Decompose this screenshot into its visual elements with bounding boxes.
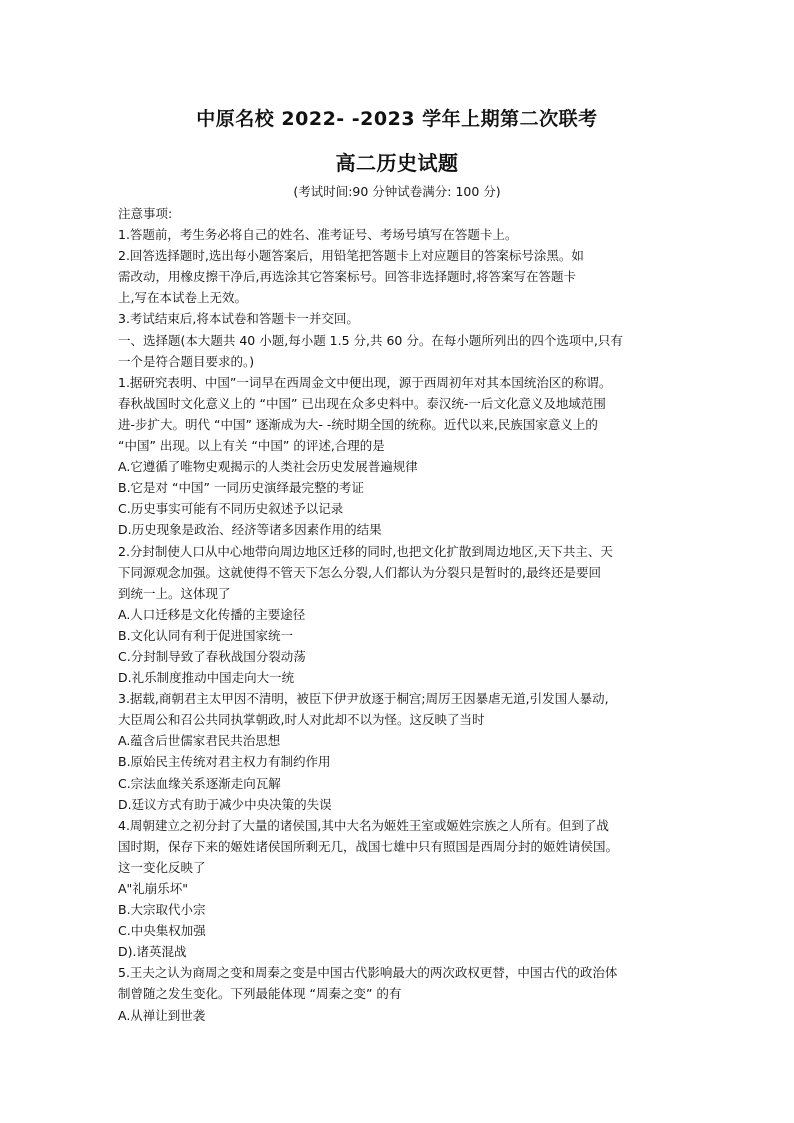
text-line: 进-步扩大。明代 “中国” 逐渐成为大- -统时期全国的统称。近代以来,民族国家意义上的 xyxy=(118,416,598,432)
text-line: C.宗法血缘关系逐渐走向瓦解 xyxy=(118,775,281,791)
text-line: “中国” 出现。以上有关 “中国” 的评述,合理的是 xyxy=(118,438,385,454)
text-line: 大臣周公和召公共同执掌朝政,时人对此却不以为怪。这反映了当时 xyxy=(118,712,485,728)
text-line: 4.周朝建立之初分封了大量的诸侯国,其中大名为姬姓王室或姬姓宗族之人所有。但到了战 xyxy=(118,817,609,833)
text-line: 一、选择题(本大题共 40 小题,每小题 1.5 分,共 60 分。在每小题所列出的四个选项中,只有 xyxy=(118,332,623,348)
exam-title: 中原名校 2022- -2023 学年上期第二次联考 xyxy=(196,108,598,130)
text-line: 下同源观念加强。这就使得不管天下怎么分裂,人们都认为分裂只是暂时的,最终还是要回 xyxy=(118,564,601,580)
text-line: 3.据载,商朝君主太甲因不清明，被臣下伊尹放逐于桐宫;周厉王因暴虐无道,引发国人暴动, xyxy=(118,691,609,707)
text-line: C.分封制导致了春秋战国分裂动荡 xyxy=(118,648,306,664)
text-line: 2.回答选择题时,选出每小题答案后，用铅笔把答题卡上对应题目的答案标号涂黑。如 xyxy=(118,248,584,264)
text-line: 国时期，保存下来的姬姓诸侯国所剩无几，战国七雄中只有照国是西周分封的姬姓请侯国。 xyxy=(118,838,619,854)
text-line: 到统一上。这体现了 xyxy=(118,585,231,601)
text-line: B.文化认同有利于促进国家统一 xyxy=(118,627,294,643)
text-line: 1.据研究表明、中国”一词早在西周金文中便出现，源于西周初年对其本国统治区的称谓。 xyxy=(118,374,612,390)
text-line: 3.考试结束后,将本试卷和答题卡一并交回。 xyxy=(118,311,359,327)
exam-info: (考试时间:90 分钟试卷满分: 100 分) xyxy=(293,184,501,199)
text-line: A.它遵循了唯物史观揭示的人类社会历史发展普遍规律 xyxy=(118,459,418,475)
text-line: 5.王夫之认为商周之变和周秦之变是中国古代影响最大的两次政权更替，中国古代的政治体 xyxy=(118,965,618,981)
text-line: 春秋战国时文化意义上的 “中国” 已出现在众多史料中。泰汉统-一后文化意义及地域范围 xyxy=(118,395,606,411)
text-line: 需改动，用橡皮擦干净后,再选涂其它答案标号。回答非选择题时,将答案写在答题卡 xyxy=(118,269,576,285)
text-line: A"礼崩乐坏" xyxy=(118,881,189,896)
text-line: 上,写在本试卷上无效。 xyxy=(118,290,247,306)
text-line: D.历史现象是政治、经济等诸多因素作用的结果 xyxy=(118,522,382,538)
text-line: 这一变化反映了 xyxy=(118,859,206,875)
text-line: C.历史事实可能有不同历史叙述予以记录 xyxy=(118,501,344,517)
text-line: 1.答题前，考生务必将自己的姓名、准考证号、考场号填写在答题卡上。 xyxy=(118,227,518,243)
text-line: D.廷议方式有助于减少中央决策的失误 xyxy=(118,796,332,812)
exam-body xyxy=(118,203,688,1026)
text-line: 注意事项: xyxy=(118,206,173,221)
text-line: B.大宗取代小宗 xyxy=(118,902,206,918)
text-line: C.中央集权加强 xyxy=(118,923,206,939)
text-line: A.从禅让到世袭 xyxy=(118,1007,206,1023)
text-line: D.礼乐制度推动中国走向大一统 xyxy=(118,670,295,686)
text-line: A.蕴含后世儒家君民共治思想 xyxy=(118,733,281,749)
text-line: B.原始民主传统对君主权力有制约作用 xyxy=(118,754,331,770)
text-line: A.人口迁移是文化传播的主要途径 xyxy=(118,606,306,622)
exam-subject-title: 高二历史试题 xyxy=(335,151,459,175)
text-line: 2.分封制使人口从中心地带向周边地区迁移的同时,也把文化扩散到周边地区,天下共主、天 xyxy=(118,543,613,559)
text-line: 制曾随之发生变化。下列最能体现 “周秦之变” 的有 xyxy=(118,986,402,1002)
text-line: 一个是符合题目要求的。) xyxy=(118,353,255,369)
text-line: B.它是对 “中国” 一同历史演绎最完整的考证 xyxy=(118,480,364,496)
text-line: D).诸英混战 xyxy=(118,944,187,960)
